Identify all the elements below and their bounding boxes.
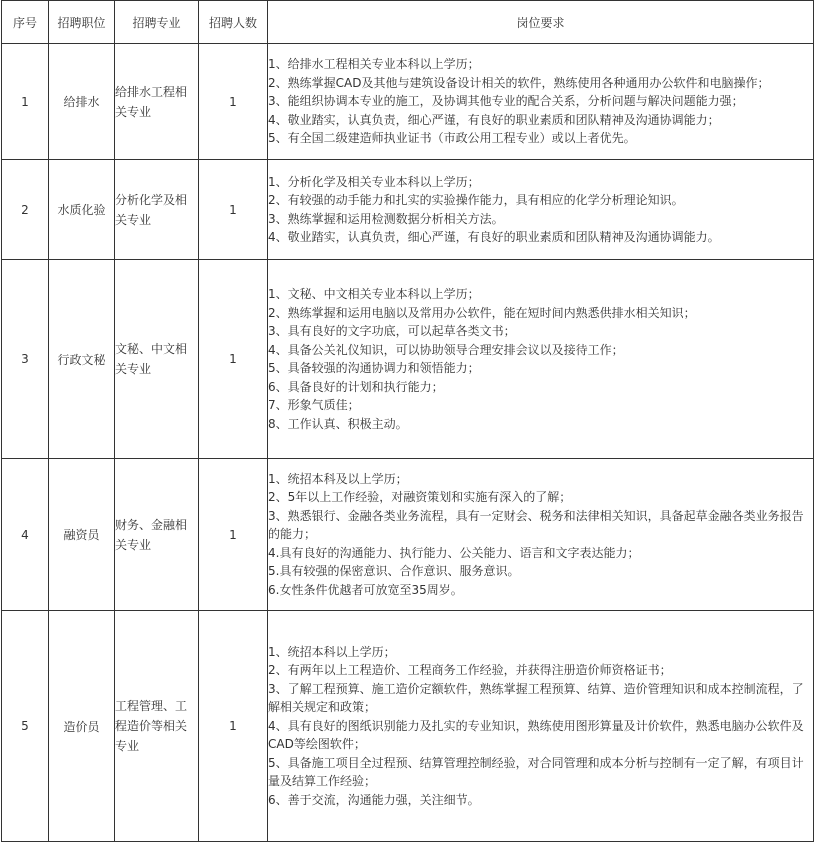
requirement-item: 1、统招本科及以上学历； bbox=[268, 471, 408, 486]
requirement-item: 2、有较强的动手能力和扎实的实验操作能力，具有相应的化学分析理论知识。 bbox=[268, 193, 684, 207]
requirement-item: 1、分析化学及相关专业本科以上学历； bbox=[268, 174, 480, 189]
requirement-item: 5、具备施工项目全过程预、结算管理控制经验，对合同管理和成本分析与控制有一定了解，有项目计量及结算工作经验； bbox=[268, 755, 804, 789]
requirement-item: 1、统招本科以上学历； bbox=[268, 644, 396, 659]
row-count: 1 bbox=[199, 160, 268, 260]
table-row bbox=[2, 611, 814, 842]
header-position: 招聘职位 bbox=[49, 1, 115, 44]
requirement-item: 3、熟练掌握和运用检测数据分析相关方法。 bbox=[268, 211, 504, 226]
row-position: 行政文秘 bbox=[49, 260, 115, 459]
requirement-item: 6、具备良好的计划和执行能力； bbox=[268, 379, 444, 394]
requirement-item: 5.具有较强的保密意识、合作意识、服务意识。 bbox=[268, 564, 520, 579]
row-count: 1 bbox=[199, 44, 268, 160]
row-major: 给排水工程相关专业 bbox=[115, 44, 199, 160]
requirement-item: 3、熟悉银行、金融各类业务流程，具有一定财会、税务和法律相关知识，具备起草金融各类业务报告的能力； bbox=[268, 508, 804, 542]
requirement-item: 4、敬业踏实，认真负责，细心严谨，有良好的职业素质和团队精神及沟通协调能力。 bbox=[268, 230, 720, 244]
requirement-item: 6.女性条件优越者可放宽至35周岁。 bbox=[268, 582, 463, 597]
row-requirements bbox=[268, 459, 814, 611]
requirement-item: 5、有全国二级建造师执业证书（市政公用工程专业）或以上者优先。 bbox=[268, 131, 636, 146]
header-row bbox=[2, 1, 814, 44]
recruitment-table bbox=[1, 0, 814, 842]
row-position: 给排水 bbox=[49, 44, 115, 160]
row-major: 工程管理、工程造价等相关专业 bbox=[115, 611, 199, 842]
table-row bbox=[2, 44, 814, 160]
requirement-item: 6、善于交流，沟通能力强，关注细节。 bbox=[268, 792, 480, 807]
row-no: 3 bbox=[2, 260, 49, 459]
requirement-item: 3、能组织协调本专业的施工，及协调其他专业的配合关系，分析问题与解决问题能力强； bbox=[268, 94, 744, 109]
requirement-item: 1、文秘、中文相关专业本科以上学历； bbox=[268, 287, 480, 301]
row-count: 1 bbox=[199, 459, 268, 611]
row-requirements bbox=[268, 611, 814, 842]
requirement-item: 2、有两年以上工程造价、工程商务工作经验，并获得注册造价师资格证书； bbox=[268, 663, 672, 678]
requirement-item: 2、熟练掌握和运用电脑以及常用办公软件，能在短时间内熟悉供排水相关知识； bbox=[268, 305, 696, 320]
requirement-item: 8、工作认真、积极主动。 bbox=[268, 416, 408, 431]
requirement-item: 3、了解工程预算、施工造价定额软件，熟练掌握工程预算、结算、造价管理知识和成本控制流程，了解相关规定和政策； bbox=[268, 681, 804, 715]
row-requirements bbox=[268, 160, 814, 260]
row-position: 造价员 bbox=[49, 611, 115, 842]
header-count: 招聘人数 bbox=[199, 1, 268, 44]
requirement-item: 1、给排水工程相关专业本科以上学历； bbox=[268, 57, 480, 72]
requirement-item: 5、具备较强的沟通协调力和领悟能力； bbox=[268, 361, 480, 375]
row-count: 1 bbox=[199, 611, 268, 842]
header-requirements: 岗位要求 bbox=[268, 1, 814, 44]
requirement-item: 4、具有良好的图纸识别能力及扎实的专业知识，熟练使用图形算量及计价软件，熟悉电脑办公软件及CAD等绘图软件； bbox=[268, 718, 804, 752]
table-row bbox=[2, 160, 814, 260]
requirement-item: 4、敬业踏实，认真负责，细心严谨，有良好的职业素质和团队精神及沟通协调能力； bbox=[268, 112, 720, 127]
row-no: 2 bbox=[2, 160, 49, 260]
requirement-item: 7、形象气质佳； bbox=[268, 398, 360, 412]
row-count: 1 bbox=[199, 260, 268, 459]
requirement-item: 4、具备公关礼仪知识，可以协助领导合理安排会议以及接待工作； bbox=[268, 342, 624, 357]
row-major: 分析化学及相关专业 bbox=[115, 160, 199, 260]
row-no: 4 bbox=[2, 459, 49, 611]
requirement-item: 4.具有良好的沟通能力、执行能力、公关能力、语言和文字表达能力； bbox=[268, 545, 640, 560]
requirement-item: 2、5年以上工作经验，对融资策划和实施有深入的了解； bbox=[268, 490, 572, 505]
row-no: 1 bbox=[2, 44, 49, 160]
requirement-item: 2、熟练掌握CAD及其他与建筑设备设计相关的软件，熟练使用各种通用办公软件和电脑操作； bbox=[268, 75, 770, 90]
header-no: 序号 bbox=[2, 1, 49, 44]
row-major: 文秘、中文相关专业 bbox=[115, 260, 199, 459]
row-major: 财务、金融相关专业 bbox=[115, 459, 199, 611]
table-row bbox=[2, 260, 814, 459]
row-requirements bbox=[268, 44, 814, 160]
table-row bbox=[2, 459, 814, 611]
row-requirements bbox=[268, 260, 814, 459]
row-position: 融资员 bbox=[49, 459, 115, 611]
header-major: 招聘专业 bbox=[115, 1, 199, 44]
row-position: 水质化验 bbox=[49, 160, 115, 260]
row-no: 5 bbox=[2, 611, 49, 842]
requirement-item: 3、具有良好的文字功底，可以起草各类文书； bbox=[268, 324, 516, 338]
